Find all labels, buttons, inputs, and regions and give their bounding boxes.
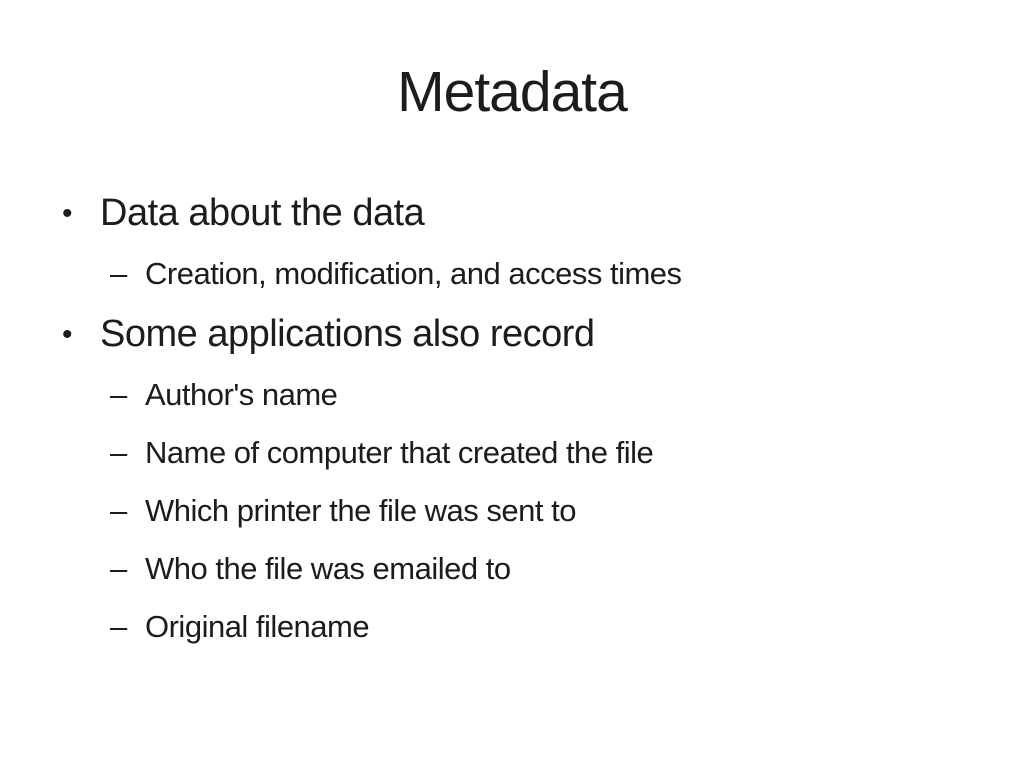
dash-icon: – [110, 493, 128, 528]
bullet-list [0, 182, 1024, 656]
list-item [0, 245, 1024, 303]
list-item [0, 482, 1024, 540]
list-item [0, 303, 1024, 366]
dash-icon: – [110, 377, 128, 412]
slide-title: Metadata [397, 60, 627, 124]
bullet-dot-icon: • [62, 196, 73, 230]
dash-icon: – [110, 609, 128, 644]
list-item [0, 540, 1024, 598]
bullet-text: Some applications also record [100, 313, 595, 355]
dash-icon: – [110, 551, 128, 586]
bullet-text: Author's name [145, 377, 338, 412]
bullet-text: Data about the data [100, 192, 425, 234]
dash-icon: – [110, 256, 128, 291]
bullet-text: Creation, modification, and access times [145, 256, 682, 291]
bullet-text: Name of computer that created the file [145, 435, 654, 470]
list-item [0, 424, 1024, 482]
list-item [0, 182, 1024, 245]
bullet-text: Which printer the file was sent to [145, 493, 576, 528]
bullet-text: Original filename [145, 609, 370, 644]
list-item [0, 366, 1024, 424]
dash-icon: – [110, 435, 128, 470]
list-item [0, 598, 1024, 656]
bullet-dot-icon: • [62, 317, 73, 351]
bullet-text: Who the file was emailed to [145, 551, 511, 586]
